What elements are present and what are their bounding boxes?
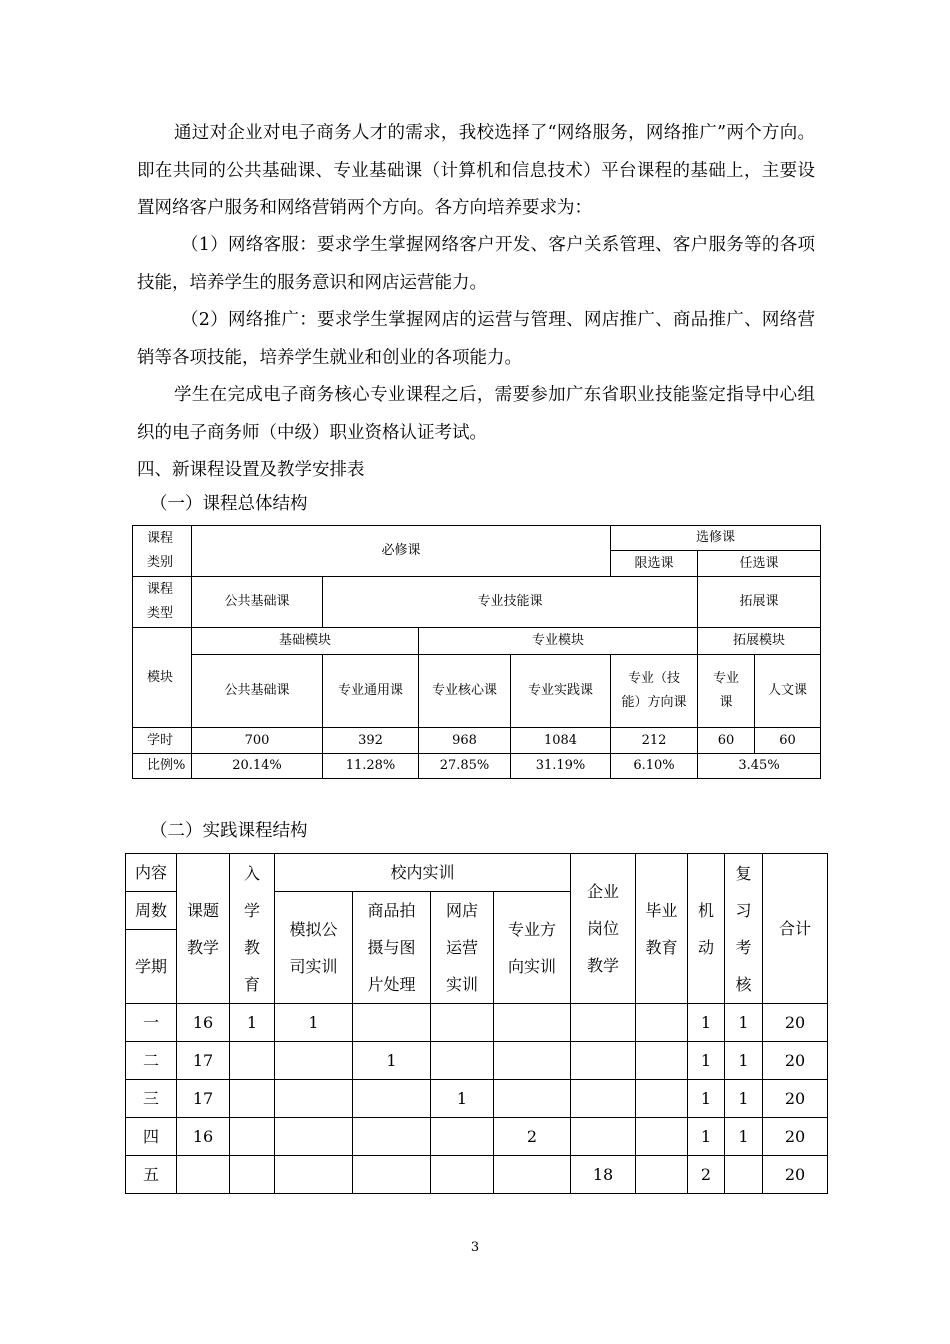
- data-cell: [494, 1156, 571, 1194]
- total-cell: 20: [763, 1080, 828, 1118]
- data-cell: [636, 1118, 688, 1156]
- data-cell: 2: [494, 1118, 571, 1156]
- total-cell: 20: [763, 1156, 828, 1194]
- term-header: 学期: [126, 930, 177, 1004]
- data-cell: [230, 1080, 275, 1118]
- module-label-cell: 模块: [133, 628, 192, 728]
- data-cell: 1: [275, 1004, 353, 1042]
- total-cell: 20: [763, 1118, 828, 1156]
- data-cell: [571, 1042, 636, 1080]
- review-exam-header: 复 习 考 核: [725, 854, 763, 1004]
- data-cell: 1: [431, 1080, 494, 1118]
- topic-teaching-header: 课题 教学: [177, 854, 230, 1004]
- data-cell: [725, 1156, 763, 1194]
- term-cell: 三: [126, 1080, 177, 1118]
- data-cell: [636, 1156, 688, 1194]
- data-cell: 16: [177, 1004, 230, 1042]
- data-cell: [571, 1080, 636, 1118]
- extension-module-cell: 拓展模块: [698, 628, 821, 655]
- direction-customer-service-paragraph: （1）网络客服：要求学生掌握网络客户开发、客户关系管理、客户服务等的各项技能，培养学生的服务意识和网店运营能力。: [137, 235, 815, 293]
- elective-course-cell: 选修课: [611, 526, 821, 551]
- term-cell: 四: [126, 1118, 177, 1156]
- shop-operation-header: 网店 运营 实训: [431, 892, 494, 1004]
- data-cell: [353, 1118, 431, 1156]
- data-cell: [353, 1004, 431, 1042]
- type-label-cell: 课程 类型: [133, 577, 192, 628]
- ratio-cell: 11.28%: [323, 754, 419, 779]
- data-cell: [353, 1080, 431, 1118]
- module-core-cell: 专业核心课: [419, 655, 511, 728]
- data-cell: [494, 1004, 571, 1042]
- entry-education-header: 入 学 教 育: [230, 854, 275, 1004]
- required-course-cell: 必修课: [192, 526, 611, 577]
- data-cell: 1: [688, 1080, 725, 1118]
- data-cell: 1: [725, 1004, 763, 1042]
- data-cell: [275, 1118, 353, 1156]
- data-cell: 16: [177, 1118, 230, 1156]
- data-cell: 17: [177, 1080, 230, 1118]
- data-cell: 1: [725, 1118, 763, 1156]
- direction-training-header: 专业方 向实训: [494, 892, 571, 1004]
- hours-cell: 60: [755, 728, 821, 754]
- ratio-cell: 3.45%: [698, 754, 821, 779]
- course-structure-table: [132, 525, 821, 779]
- category-label-cell: 课程 类别: [133, 526, 192, 577]
- data-cell: [431, 1118, 494, 1156]
- module-specialty-cell: 专业 课: [698, 655, 755, 728]
- data-cell: [636, 1080, 688, 1118]
- ratio-label-cell: 比例%: [133, 754, 192, 779]
- module-general-cell: 专业通用课: [323, 655, 419, 728]
- hours-cell: 1084: [511, 728, 611, 754]
- data-cell: [636, 1004, 688, 1042]
- public-basic-type-cell: 公共基础课: [192, 577, 323, 628]
- data-cell: 1: [230, 1004, 275, 1042]
- data-cell: [431, 1004, 494, 1042]
- module-public-basic-cell: 公共基础课: [192, 655, 323, 728]
- term-cell: 五: [126, 1156, 177, 1194]
- total-header: 合计: [763, 854, 828, 1004]
- data-cell: [571, 1004, 636, 1042]
- hours-cell: 968: [419, 728, 511, 754]
- data-cell: [230, 1156, 275, 1194]
- term-cell: 一: [126, 1004, 177, 1042]
- data-cell: 1: [725, 1080, 763, 1118]
- data-cell: [636, 1042, 688, 1080]
- hours-cell: 392: [323, 728, 419, 754]
- data-cell: [230, 1042, 275, 1080]
- term-cell: 二: [126, 1042, 177, 1080]
- enterprise-teaching-header: 企业 岗位 教学: [571, 854, 636, 1004]
- total-cell: 20: [763, 1042, 828, 1080]
- data-cell: [275, 1156, 353, 1194]
- data-cell: 1: [688, 1004, 725, 1042]
- module-practice-cell: 专业实践课: [511, 655, 611, 728]
- hours-cell: 60: [698, 728, 755, 754]
- professional-module-cell: 专业模块: [419, 628, 698, 655]
- data-cell: 1: [725, 1042, 763, 1080]
- data-cell: [431, 1042, 494, 1080]
- extension-type-cell: 拓展课: [698, 577, 821, 628]
- content-header: 内容: [126, 854, 177, 892]
- data-cell: 1: [353, 1042, 431, 1080]
- page-number: 3: [470, 1240, 480, 1255]
- module-direction-cell: 专业（技 能）方向课: [611, 655, 698, 728]
- product-photo-header: 商品拍 摄与图 片处理: [353, 892, 431, 1004]
- data-cell: 1: [688, 1118, 725, 1156]
- data-cell: [275, 1042, 353, 1080]
- ratio-cell: 20.14%: [192, 754, 323, 779]
- professional-skill-type-cell: 专业技能课: [323, 577, 698, 628]
- optional-elective-cell: 任选课: [698, 551, 821, 577]
- data-cell: [230, 1118, 275, 1156]
- ratio-cell: 31.19%: [511, 754, 611, 779]
- hours-cell: 700: [192, 728, 323, 754]
- data-cell: [177, 1156, 230, 1194]
- practice-course-table: [125, 853, 828, 1194]
- section-title: 四、新课程设置及教学安排表: [137, 460, 365, 480]
- ratio-cell: 6.10%: [611, 754, 698, 779]
- data-cell: [431, 1156, 494, 1194]
- data-cell: 2: [688, 1156, 725, 1194]
- data-cell: [494, 1080, 571, 1118]
- intro-paragraph: 通过对企业对电子商务人才的需求，我校选择了“网络服务，网络推广”两个方向。即在共同的公共基础课、专业基础课（计算机和信息技术）平台课程的基础上，主要设置网络客户服务和网络营销两个方向。各方向培养要求为：: [137, 123, 815, 218]
- hours-cell: 212: [611, 728, 698, 754]
- basic-module-cell: 基础模块: [192, 628, 419, 655]
- graduation-education-header: 毕业 教育: [636, 854, 688, 1004]
- direction-promotion-paragraph: （2）网络推广：要求学生掌握网店的运营与管理、网店推广、商品推广、网络营销等各项技能，培养学生就业和创业的各项能力。: [137, 310, 815, 368]
- flexible-header: 机 动: [688, 854, 725, 1004]
- limited-elective-cell: 限选课: [611, 551, 698, 577]
- data-cell: [571, 1118, 636, 1156]
- data-cell: 18: [571, 1156, 636, 1194]
- simulated-company-header: 模拟公 司实训: [275, 892, 353, 1004]
- data-cell: [353, 1156, 431, 1194]
- weeks-header: 周数: [126, 892, 177, 930]
- subsection-title-overall: （一）课程总体结构: [150, 494, 308, 514]
- school-training-header: 校内实训: [275, 854, 571, 892]
- total-cell: 20: [763, 1004, 828, 1042]
- subsection-title-practice: （二）实践课程结构: [150, 821, 308, 841]
- data-cell: [494, 1042, 571, 1080]
- data-cell: 1: [688, 1042, 725, 1080]
- data-cell: [275, 1080, 353, 1118]
- hours-label-cell: 学时: [133, 728, 192, 754]
- data-cell: 17: [177, 1042, 230, 1080]
- ratio-cell: 27.85%: [419, 754, 511, 779]
- module-humanities-cell: 人文课: [755, 655, 821, 728]
- certification-paragraph: 学生在完成电子商务核心专业课程之后，需要参加广东省职业技能鉴定指导中心组织的电子商务师（中级）职业资格认证考试。: [137, 385, 815, 443]
